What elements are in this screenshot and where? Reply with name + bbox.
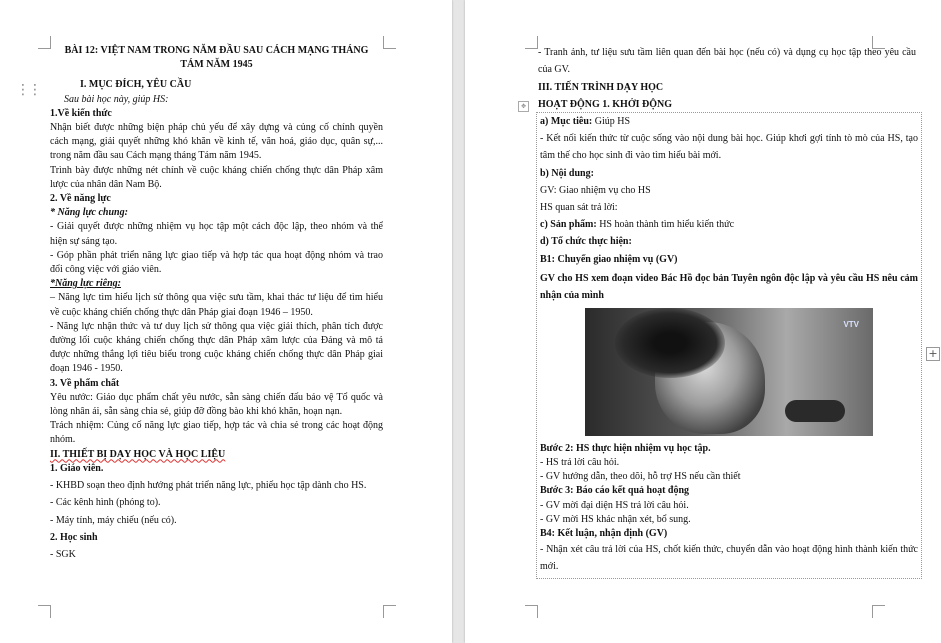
list-item: - Các kênh hình (phóng to).: [50, 497, 161, 509]
paragraph: - Nhận xét câu trả lời của HS, chốt kiến thức, chuyển dẫn vào hoạt động hình thành kiến thức mới.: [540, 544, 918, 573]
microphone-shape: [785, 400, 845, 422]
section-heading: III. TIẾN TRÌNH DẠY HỌC: [538, 82, 664, 93]
paragraph: - Góp phần phát triển năng lực giao tiếp và hợp tác qua hoạt động nhóm và trao đổi công việc với giáo viên.: [50, 249, 383, 276]
paragraph: - Giải quyết được những nhiệm vụ học tập một cách độc lập, theo nhóm và thể hiện sự sáng tạo.: [50, 221, 383, 247]
paragraph: - Năng lực nhận thức và tư duy lịch sử thông qua việc giải thích, phân tích được đường lối cuộc kháng chiến chống thực dân Pháp xâm lược của Đảng và mô tả được những thắng lợi tiêu biểu trong cuộc kháng chiến chống thực dân Pháp giai đoạn 1946 - 1950.: [50, 320, 383, 375]
paragraph: Sau bài học này, giúp HS:: [64, 93, 169, 105]
table-move-handle-icon[interactable]: ✥: [518, 101, 529, 112]
activity-table-cell[interactable]: [536, 112, 922, 579]
right-page-text: [538, 44, 916, 579]
list-item: - GV hướng dẫn, theo dõi, hỗ trợ HS nếu cần thiết: [540, 471, 741, 483]
subheading: 1.Về kiến thức: [50, 107, 112, 119]
lesson-title-cont: TÁM NĂM 1945: [180, 59, 253, 71]
subheading: 2. Về năng lực: [50, 193, 111, 205]
paragraph: Trình bày được những nét chính về cuộc kháng chiến chống thực dân Pháp xâm lược của nhân dân Nam Bộ.: [50, 164, 383, 190]
subheading: 2. Học sinh: [50, 531, 98, 543]
paragraph: – Năng lực tìm hiểu lịch sử thông qua việc sưu tầm, khai thác tư liệu để tìm hiểu về cuộc kháng chiến chống thực dân Pháp giai đoạn 1946 – 1950.: [50, 292, 383, 318]
drag-handle-icon[interactable]: ⋮⋮: [16, 82, 40, 98]
subheading: d) Tổ chức thực hiện:: [540, 236, 632, 248]
paragraph: - Tranh ảnh, tư liệu sưu tầm liên quan đến bài học (nếu có) và dụng cụ học tập theo yêu cầu của GV.: [538, 47, 916, 75]
add-row-icon[interactable]: +: [926, 347, 940, 361]
paragraph: GV cho HS xem đoạn video Bác Hồ đọc bản Tuyên ngôn độc lập và yêu cầu HS nêu cảm nhận của mình: [540, 272, 918, 301]
section-heading: I. MỤC ĐÍCH, YÊU CẦU: [80, 79, 192, 91]
activity-heading: HOẠT ĐỘNG 1. KHỞI ĐỘNG: [538, 99, 672, 111]
lesson-title: BÀI 12: VIỆT NAM TRONG NĂM ĐẦU SAU CÁCH MẠNG THÁNG: [64, 45, 369, 56]
crop-mark: [525, 605, 538, 618]
paragraph: c) Sản phẩm: HS hoàn thành tìm hiểu kiến thức: [540, 219, 735, 231]
paragraph: Trách nhiệm: Củng cố năng lực giao tiếp, hợp tác và chia sẻ trong các hoạt động nhóm.: [50, 420, 383, 446]
subheading: * Năng lực chung:: [50, 207, 128, 219]
list-item: - GV mời đại diện HS trả lời câu hỏi.: [540, 499, 689, 511]
paragraph: - Kết nối kiến thức từ cuộc sống vào nội dung bài học. Giúp khơi gợi tính tò mò của HS, tạo tâm thế cho học sinh đi vào tìm hiểu bài mới.: [540, 132, 918, 161]
paragraph: Yêu nước: Giáo dục phẩm chất yêu nước, sẵn sàng chiến đấu bảo vệ Tổ quốc và lòng nhân ái, sẵn sàng chia sẻ, giúp đỡ đồng bào khi khó khăn, hoạn nạn.: [50, 391, 383, 418]
subheading: 1. Giáo viên.: [50, 462, 104, 474]
subheading: B1: Chuyển giao nhiệm vụ (GV): [540, 253, 678, 265]
subheading: 3. Về phẩm chất: [50, 377, 120, 389]
crop-mark: [872, 605, 885, 618]
section-heading-text: II. THIẾT BỊ DẠY HỌC VÀ HỌC LIỆU: [50, 448, 226, 460]
subheading: *Năng lực riêng:: [50, 278, 121, 290]
video-still-image: [585, 308, 873, 436]
paragraph: Nhận biết được những biện pháp chủ yếu để xây dựng và củng cố chính quyền cách mạng, giải quyết những khó khăn về kinh tế, văn hoá, giáo dục, quân sự,... trong năm đầu sau Cách mạng tháng Tám năm 1945.: [50, 122, 383, 162]
crop-mark: [383, 36, 396, 49]
list-item: - Máy tính, máy chiếu (nếu có).: [50, 514, 177, 526]
list-item: - GV mời HS khác nhận xét, bổ sung.: [540, 513, 691, 525]
left-page-text: [50, 44, 383, 562]
crop-mark: [525, 36, 538, 49]
paragraph: GV: Giao nhiệm vụ cho HS: [540, 184, 651, 196]
crop-mark: [383, 605, 396, 618]
subheading: b) Nội dung:: [540, 167, 594, 179]
section-heading: [50, 448, 383, 462]
subheading: B4: Kết luận, nhận định (GV): [540, 528, 668, 540]
paragraph: a) Mục tiêu: Giúp HS: [540, 116, 631, 128]
list-item: - KHBD soạn theo định hướng phát triển năng lực, phiếu học tập dành cho HS.: [50, 480, 367, 492]
crop-mark: [38, 605, 51, 618]
list-item: - HS trả lời câu hỏi.: [540, 457, 620, 469]
list-item: - SGK: [50, 548, 76, 560]
subheading: Bước 3: Báo cáo kết quả hoạt động: [540, 485, 690, 497]
subheading: Bước 2: HS thực hiện nhiệm vụ học tập.: [540, 442, 711, 454]
paragraph: HS quan sát trả lời:: [540, 202, 618, 214]
broadcaster-logo: VTV: [843, 319, 859, 329]
